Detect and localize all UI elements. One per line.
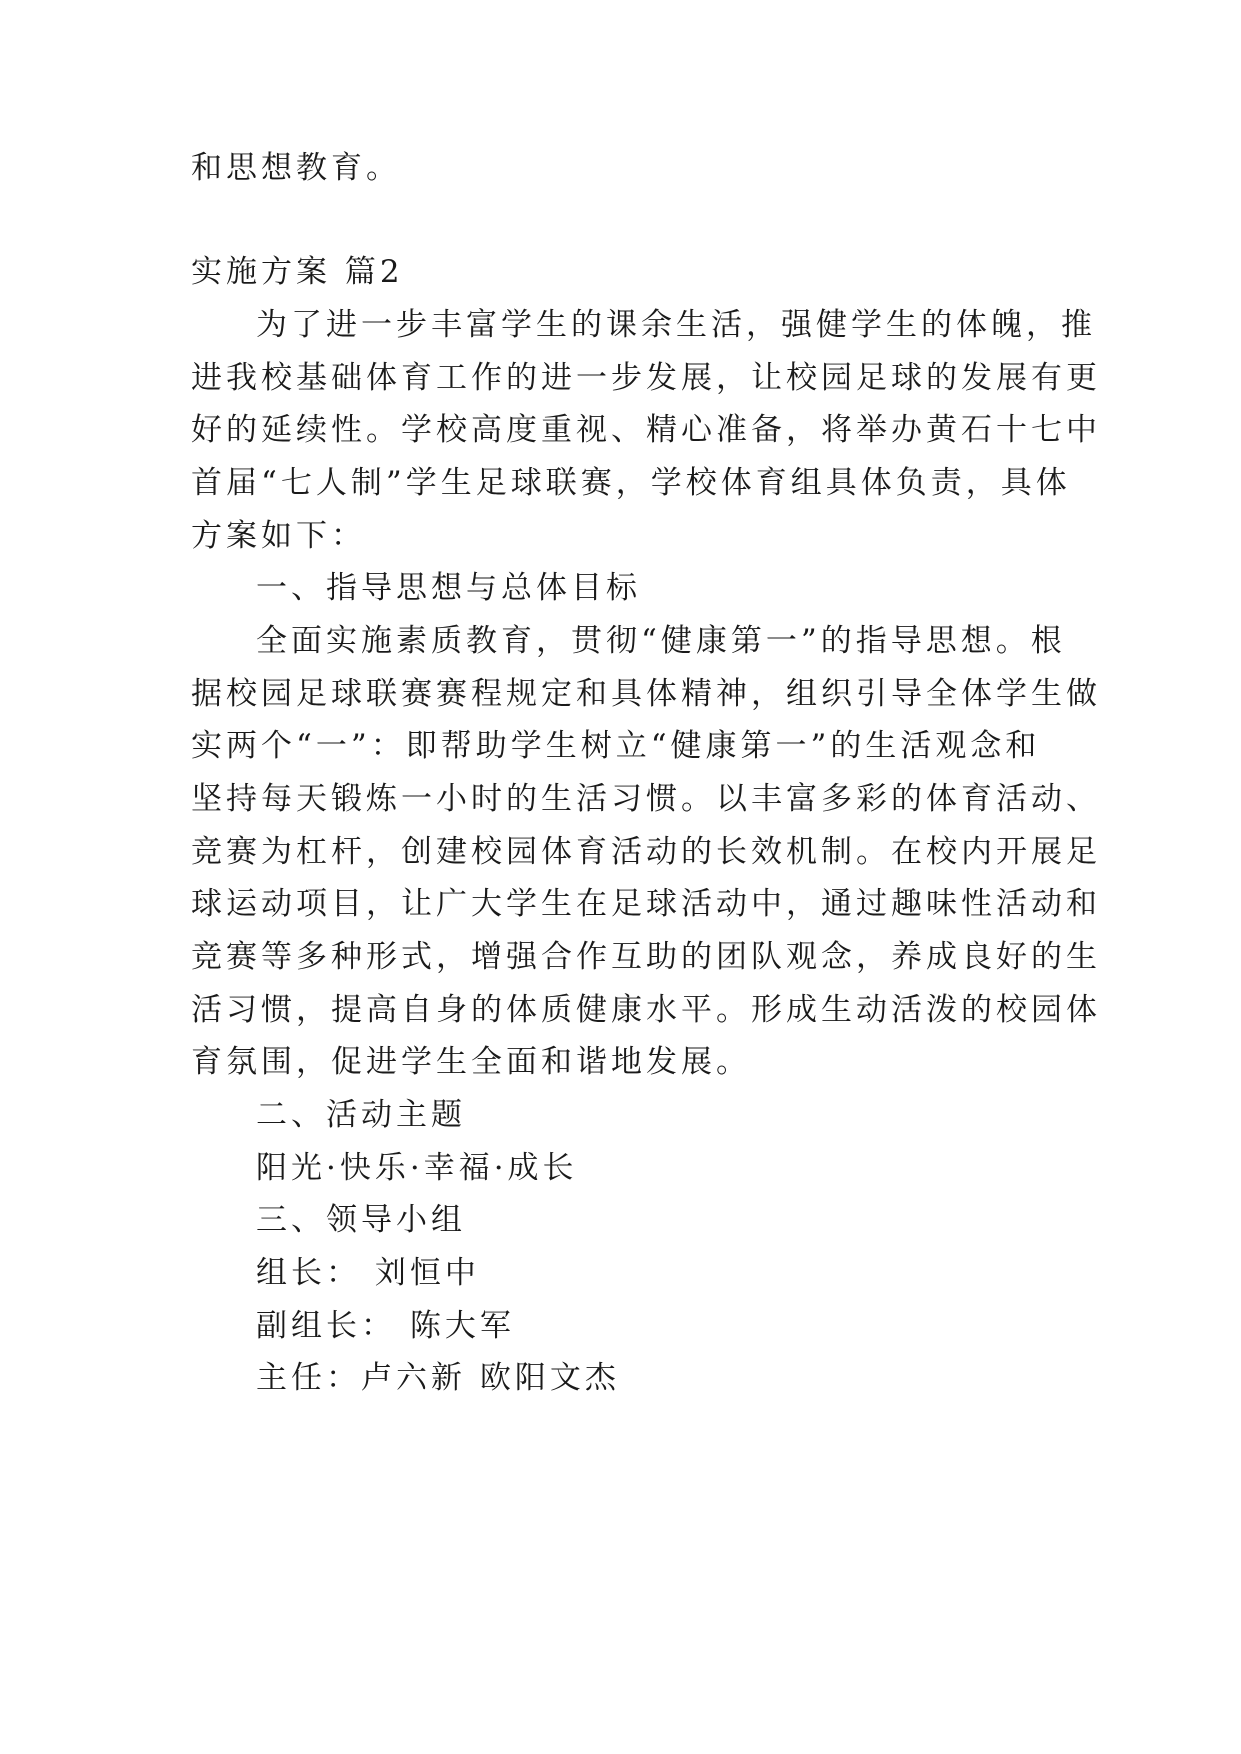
paragraph-line: 方案如下： xyxy=(191,518,366,554)
paragraph-line: 全面实施素质教育，贯彻“健康第一”的指导思想。根 xyxy=(256,623,1066,659)
paragraph-line: 竞赛为杠杆，创建校园体育活动的长效机制。在校内开展足 xyxy=(191,834,1101,870)
paragraph-line: 为了进一步丰富学生的课余生活，强健学生的体魄，推 xyxy=(256,307,1096,343)
group-leader-line: 组长： 刘恒中 xyxy=(256,1255,480,1291)
director-line: 主任：卢六新 欧阳文杰 xyxy=(256,1360,620,1396)
section-heading: 实施方案 篇2 xyxy=(191,254,404,290)
deputy-leader-line: 副组长： 陈大军 xyxy=(256,1308,515,1344)
paragraph-line: 竞赛等多种形式，增强合作互助的团队观念，养成良好的生 xyxy=(191,939,1101,975)
paragraph-line: 进我校基础体育工作的进一步发展，让校园足球的发展有更 xyxy=(191,360,1101,396)
carryover-text-line: 和思想教育。 xyxy=(191,150,401,186)
paragraph-line: 球运动项目，让广大学生在足球活动中，通过趣味性活动和 xyxy=(191,886,1101,922)
paragraph-line: 据校园足球联赛赛程规定和具体精神，组织引导全体学生做 xyxy=(191,676,1101,712)
paragraph-line: 实两个“一”：即帮助学生树立“健康第一”的生活观念和 xyxy=(191,728,1041,764)
heading-leadership-group: 三、领导小组 xyxy=(256,1202,466,1238)
paragraph-line: 活习惯，提高自身的体质健康水平。形成生动活泼的校园体 xyxy=(191,992,1101,1028)
activity-theme-text: 阳光·快乐·幸福·成长 xyxy=(256,1150,578,1186)
heading-activity-theme: 二、活动主题 xyxy=(256,1097,466,1133)
paragraph-line: 育氛围，促进学生全面和谐地发展。 xyxy=(191,1044,751,1080)
paragraph-line: 坚持每天锻炼一小时的生活习惯。以丰富多彩的体育活动、 xyxy=(191,781,1101,817)
paragraph-line: 首届“七人制”学生足球联赛，学校体育组具体负责，具体 xyxy=(191,465,1071,501)
paragraph-line: 好的延续性。学校高度重视、精心准备，将举办黄石十七中 xyxy=(191,412,1101,448)
heading-guiding-ideology: 一、指导思想与总体目标 xyxy=(256,570,641,606)
